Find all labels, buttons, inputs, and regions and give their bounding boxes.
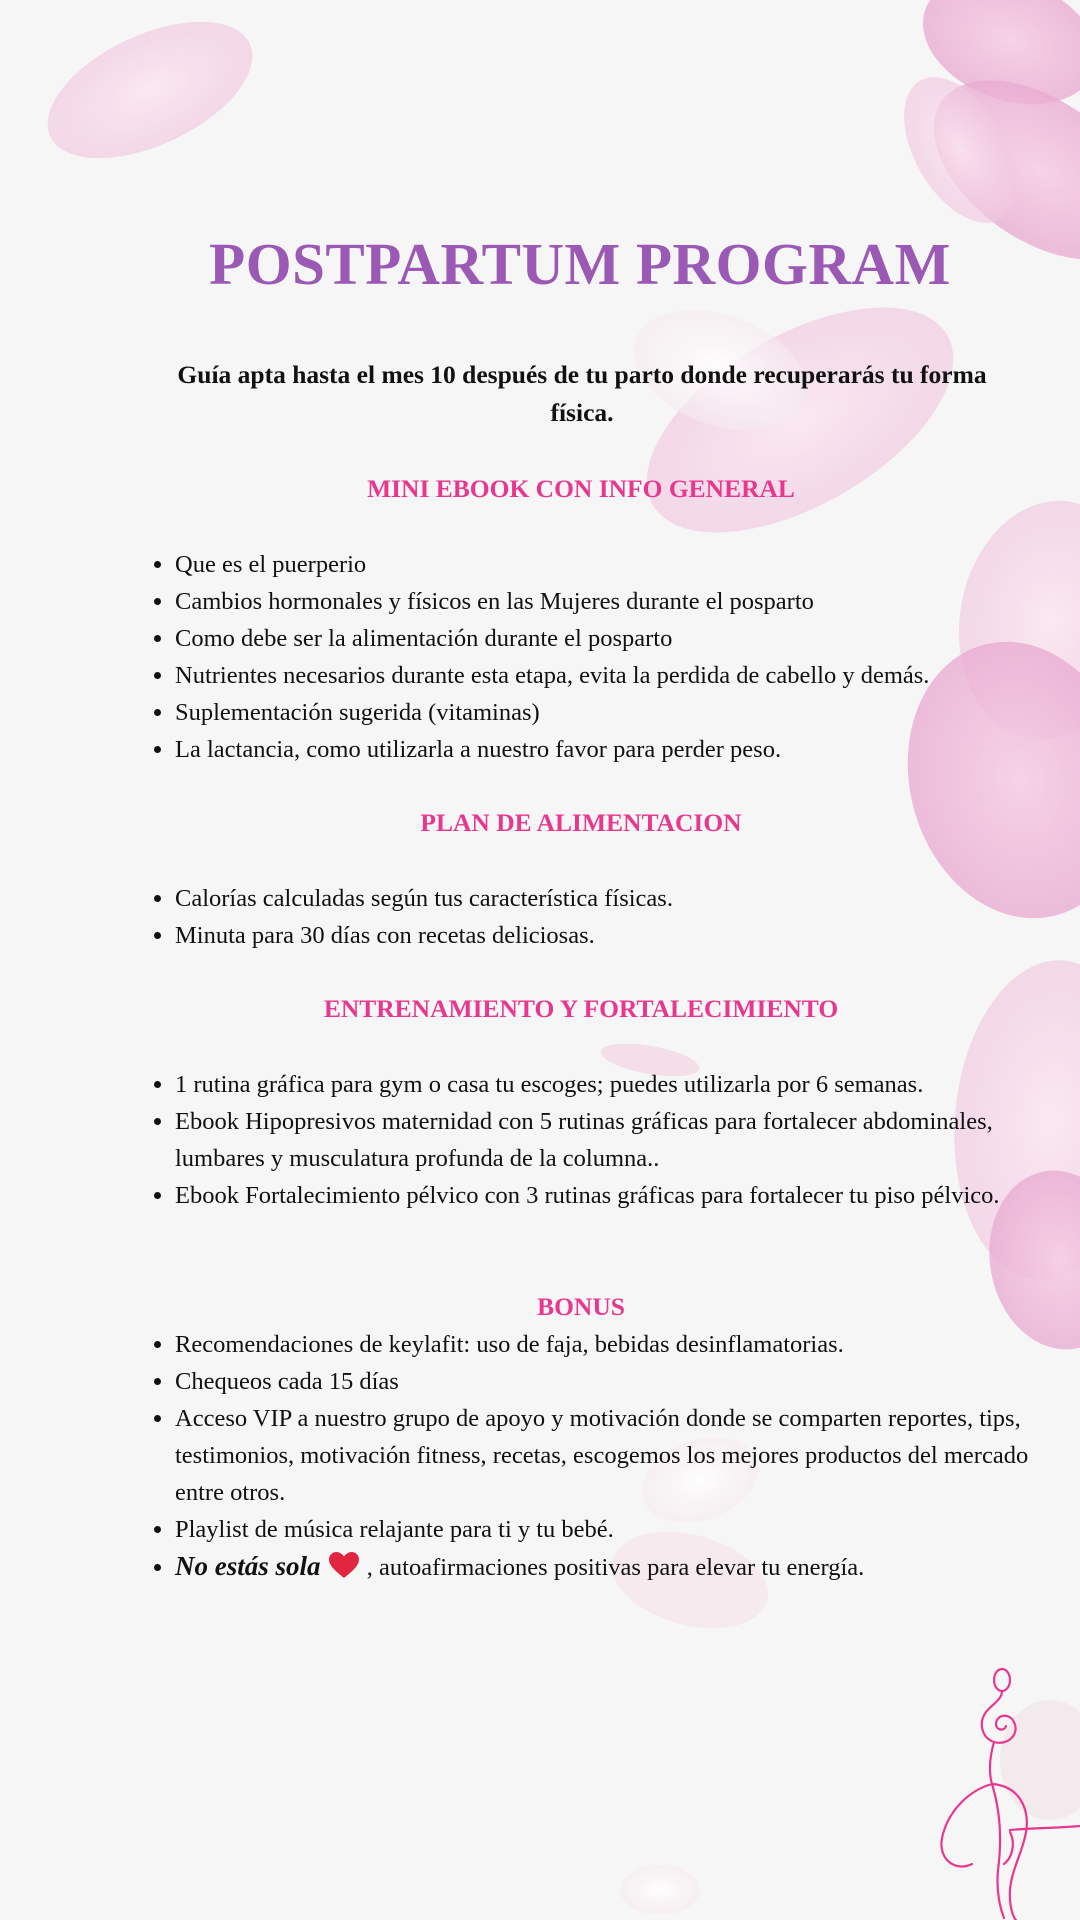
section-heading-ebook: MINI EBOOK CON INFO GENERAL [367, 474, 795, 503]
intro-text: Guía apta hasta el mes 10 después de tu parto donde recuperarás tu forma física. [177, 360, 987, 427]
list-item: • Minuta para 30 días con recetas deliciosas. [175, 917, 1055, 954]
heart-icon [329, 1552, 359, 1590]
list-item: • Que es el puerperio [175, 546, 1055, 583]
list-item: • Ebook Fortalecimiento pélvico con 3 rutinas gráficas para fortalecer tu piso pélvico. [175, 1177, 1055, 1214]
list-item: • Acceso VIP a nuestro grupo de apoyo y motivación donde se comparten reportes, tips, testimonios, motivación fitness, recetas, escogemos los mejores productos del mercado entre otros. [175, 1400, 1055, 1511]
list-item: • Recomendaciones de keylafit: uso de faja, bebidas desinflamatorias. [175, 1326, 1055, 1363]
page-title: POSTPARTUM PROGRAM [209, 231, 951, 297]
list-item: • Chequeos cada 15 días [175, 1363, 1055, 1400]
list-item: • La lactancia, como utilizarla a nuestro favor para perder peso. [175, 731, 1055, 768]
section-heading-bonus: BONUS [537, 1292, 625, 1321]
list-item: • Ebook Hipopresivos maternidad con 5 rutinas gráficas para fortalecer abdominales, lumbares y musculatura profunda de la columna.. [175, 1103, 1055, 1177]
list-bonus [138, 1326, 1055, 1590]
list-item: • Calorías calculadas según tus característica físicas. [175, 880, 1055, 917]
list-item: • Cambios hormonales y físicos en las Mujeres durante el posparto [175, 583, 1055, 620]
affirmation-rest: , autoafirmaciones positivas para elevar tu energía. [360, 1554, 865, 1581]
section-heading-training: ENTRENAMIENTO Y FORTALECIMIENTO [323, 994, 839, 1023]
list-item-affirmations [175, 1548, 1055, 1590]
list-training [138, 1066, 1055, 1214]
list-item: • Suplementación sugerida (vitaminas) [175, 694, 1055, 731]
affirmation-lead: No estás sola [175, 1551, 321, 1581]
list-item: • Playlist de música relajante para ti y tu bebé. [175, 1511, 1055, 1548]
yoga-figure-icon [930, 1660, 1080, 1920]
list-ebook [138, 546, 1055, 768]
list-item: • Nutrientes necesarios durante esta etapa, evita la perdida de cabello y demás. [175, 657, 1055, 694]
section-heading-plan: PLAN DE ALIMENTACION [420, 808, 742, 837]
list-plan [138, 880, 1055, 954]
list-item: • Como debe ser la alimentación durante el posparto [175, 620, 1055, 657]
list-item: • 1 rutina gráfica para gym o casa tu escoges; puedes utilizarla por 6 semanas. [175, 1066, 1055, 1103]
